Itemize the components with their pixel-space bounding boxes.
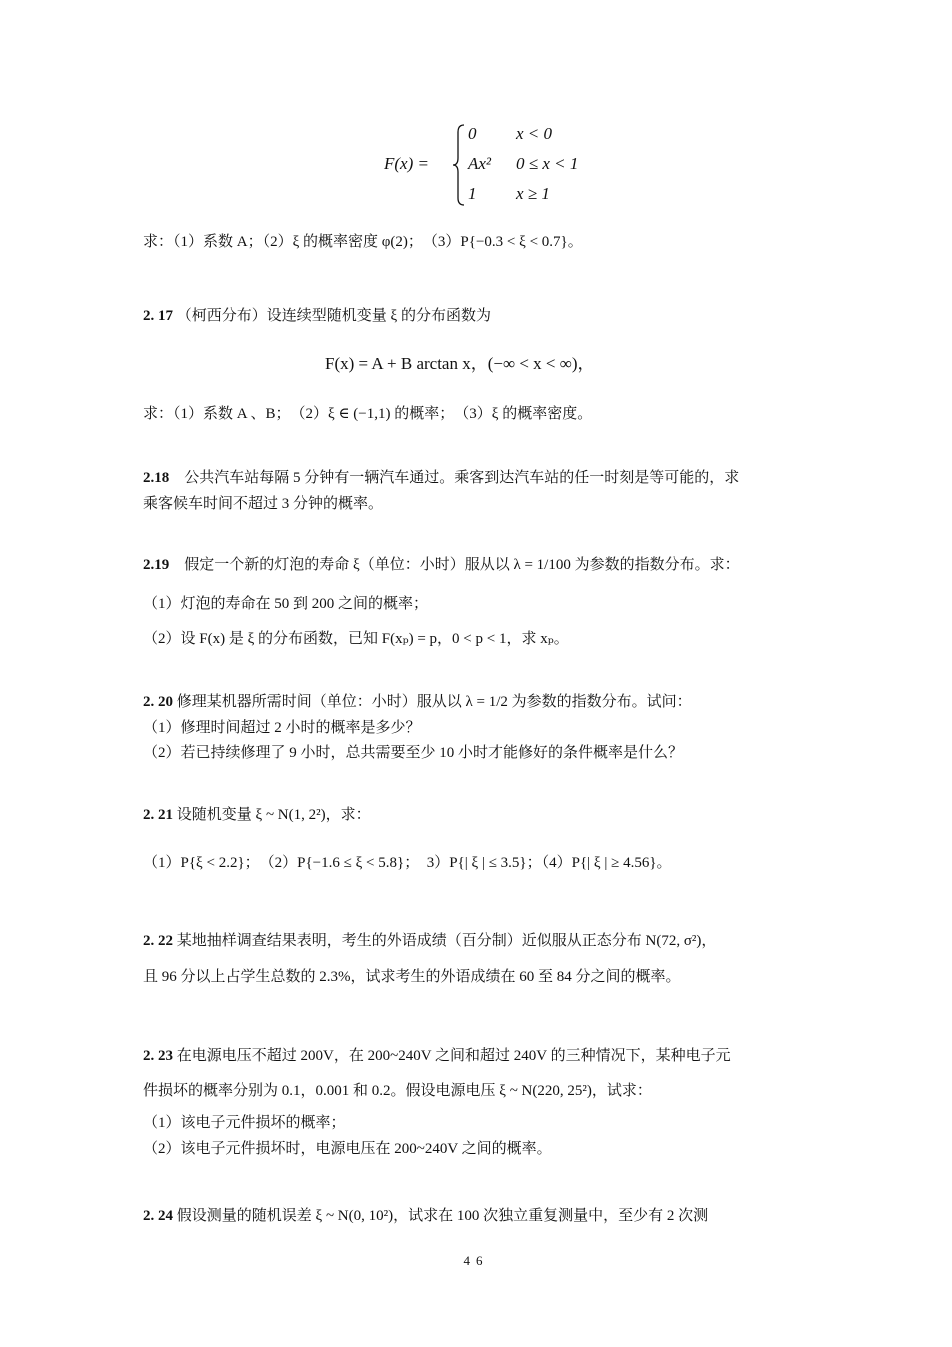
problem-2-20: [143, 692, 692, 712]
problem-number: 2. 23: [143, 1048, 173, 1064]
problem-number: 2.18: [143, 470, 170, 486]
problem-number: 2. 21: [143, 807, 173, 823]
question-line: 求：（1）系数 A 、B； （2）ξ ∈ (−1,1) 的概率； （3）ξ 的概率密度。: [143, 406, 593, 422]
question-line: 求：（1）系数 A；（2）ξ 的概率密度 φ(2)； （3）P{−0.3 < ξ < 0.7}。: [143, 234, 583, 250]
sub-question: （2）该电子元件损坏时，电源电压在 200~240V 之间的概率。: [143, 1141, 552, 1157]
problem-text: 假定一个新的灯泡的寿命 ξ（单位：小时）服从以 λ = 1/100 为参数的指数分布。求：: [169, 557, 740, 573]
problem-2-19: [143, 555, 740, 575]
problem-text: 乘客候车时间不超过 3 分钟的概率。: [143, 496, 384, 512]
piecewise-lhs: F(x) =: [384, 154, 429, 173]
piecewise-row: Ax² 0 ≤ x < 1: [468, 154, 579, 173]
page-number: 46: [463, 1253, 489, 1268]
problem-number: 2. 22: [143, 933, 173, 949]
problem-text: （柯西分布）设连续型随机变量 ξ 的分布函数为: [176, 308, 491, 324]
problem-2-17-heading: [143, 306, 491, 326]
problem-number: 2. 24: [143, 1208, 173, 1224]
piecewise-function: [384, 122, 624, 210]
problem-number: 2. 20: [143, 694, 173, 710]
sub-question: （1）该电子元件损坏的概率；: [143, 1115, 346, 1131]
problem-2-18: [143, 468, 739, 488]
problem-text: 且 96 分以上占学生总数的 2.3%，试求考生的外语成绩在 60 至 84 分之间的概率。: [143, 969, 681, 985]
sub-question: （1）灯泡的寿命在 50 到 200 之间的概率；: [143, 596, 429, 612]
problem-2-21: [143, 805, 371, 825]
cauchy-formula: F(x) = A + B arctan x，(−∞ < x < ∞)，: [325, 354, 595, 373]
problem-text: 某地抽样调查结果表明，考生的外语成绩（百分制）近似服从正态分布 N(72, σ²)，: [173, 933, 717, 949]
sub-question: （2）若已持续修理了 9 小时，总共需要至少 10 小时才能修好的条件概率是什么？: [143, 745, 684, 761]
problem-text: 公共汽车站每隔 5 分钟有一辆汽车通过。乘客到达汽车站的任一时刻是等可能的，求: [169, 470, 740, 486]
problem-2-24: [143, 1206, 708, 1226]
problem-number: 2.19: [143, 557, 170, 573]
problem-text: 在电源电压不超过 200V，在 200~240V 之间和超过 240V 的三种情况下，某种电子元: [173, 1048, 731, 1064]
sub-question: （1）P{ξ < 2.2}； （2）P{−1.6 ≤ ξ < 5.8}； 3）P{| ξ | ≤ 3.5}；（4）P{| ξ | ≥ 4.56}。: [143, 855, 672, 871]
problem-text: 假设测量的随机误差 ξ ~ N(0, 10²)，试求在 100 次独立重复测量中，至少有 2 次测: [173, 1208, 709, 1224]
problem-2-22: [143, 931, 716, 951]
piecewise-row: 0 x < 0: [468, 124, 553, 143]
piecewise-row: 1 x ≥ 1: [468, 184, 550, 203]
left-brace-icon: [452, 124, 466, 206]
problem-text: 设随机变量 ξ ~ N(1, 2²)，求：: [173, 807, 371, 823]
sub-question: （1）修理时间超过 2 小时的概率是多少？: [143, 720, 421, 736]
problem-2-23: [143, 1046, 731, 1066]
problem-number: 2. 17: [143, 308, 173, 324]
problem-text: 修理某机器所需时间（单位：小时）服从以 λ = 1/2 为参数的指数分布。试问：: [173, 694, 692, 710]
sub-question: （2）设 F(x) 是 ξ 的分布函数，已知 F(xₚ) = p，0 < p < 1，求 xₚ。: [143, 631, 569, 647]
problem-text: 件损坏的概率分别为 0.1，0.001 和 0.2。假设电源电压 ξ ~ N(220, 25²)，试求：: [143, 1083, 652, 1099]
